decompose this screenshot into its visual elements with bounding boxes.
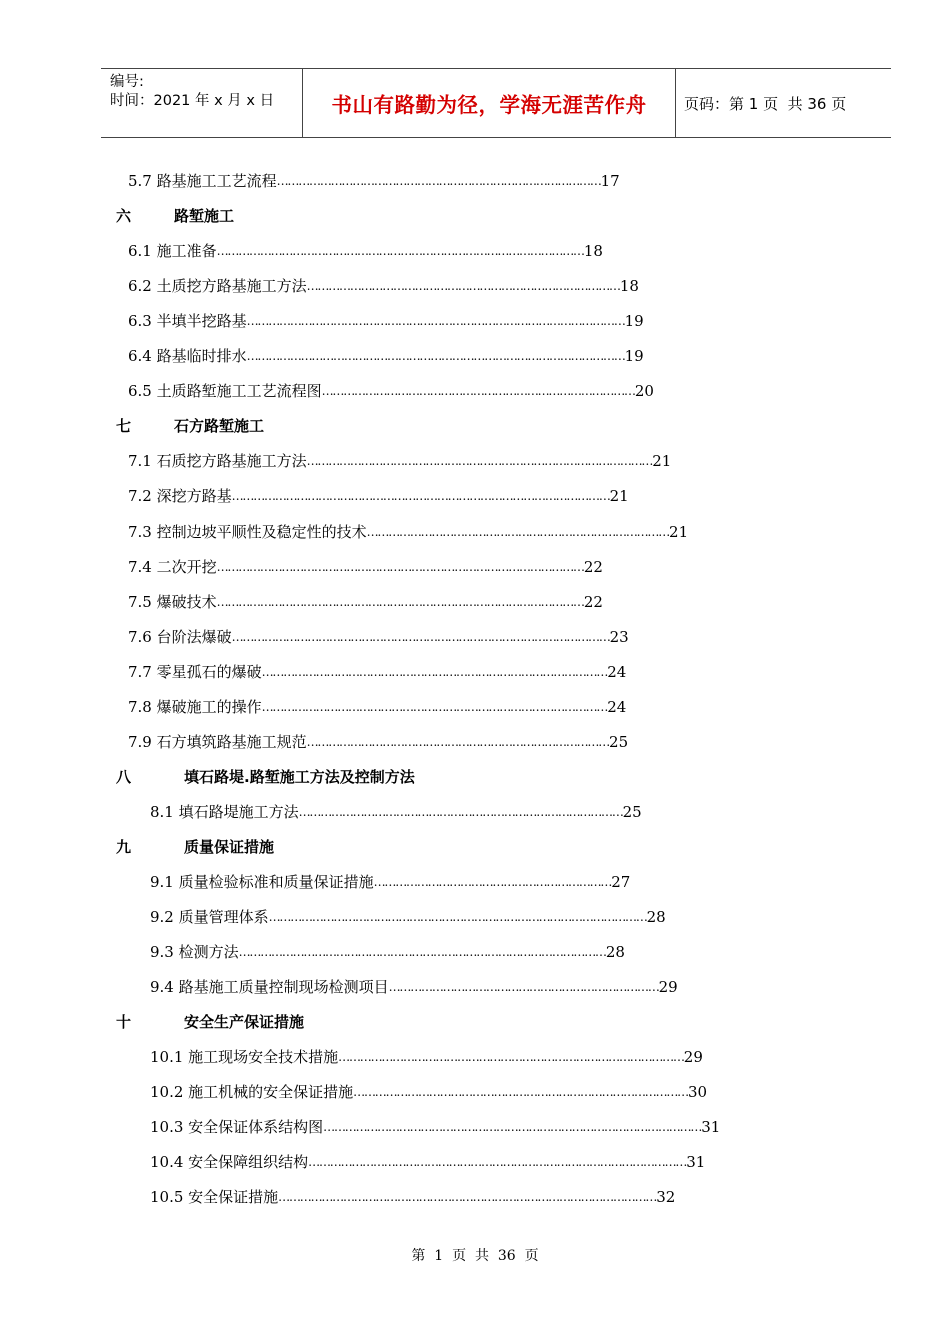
toc-entry[interactable] <box>128 346 644 366</box>
toc-entry[interactable] <box>150 942 625 962</box>
toc-entry[interactable] <box>128 171 620 191</box>
toc-entry[interactable] <box>128 697 626 717</box>
dot-leader: …………………………………………………………………………………………… <box>246 314 625 329</box>
toc-entry-title: 7.2 深挖方路基 <box>128 487 232 506</box>
toc-entry[interactable] <box>128 732 628 752</box>
motto-text: 书山有路勤为径，学海无涯苦作舟 <box>331 93 647 117</box>
toc-entry-title: 7.5 爆破技术 <box>128 592 217 611</box>
toc-page-number: 25 <box>622 802 642 821</box>
toc-entry-title: 7.4 二次开挖 <box>128 557 217 576</box>
dot-leader: …………………………………………………………………………………………… <box>323 1120 702 1135</box>
toc-page-number: 30 <box>687 1083 708 1102</box>
toc-page-number: 19 <box>624 312 644 331</box>
toc-entry-title: 10.1 施工现场安全技术措施 <box>150 1048 339 1067</box>
toc-entry-title: 7.9 石方填筑路基施工规范 <box>128 732 307 751</box>
dot-leader: …………………………………………………………………………………………… <box>278 1190 657 1205</box>
toc-entry[interactable] <box>150 802 642 822</box>
toc-page-number: 17 <box>600 172 620 190</box>
toc-entry[interactable] <box>128 662 626 682</box>
chapter-title: 质量保证措施 <box>184 837 275 856</box>
toc-page-number: 21 <box>652 452 672 471</box>
toc-page-number: 25 <box>609 732 629 751</box>
chapter-number: 九 <box>116 837 132 856</box>
toc-page-number: 29 <box>658 978 678 997</box>
date-label: 时间：2021 年 x 月 x 日 <box>110 93 275 109</box>
toc-entry[interactable] <box>128 451 671 471</box>
toc-entry[interactable] <box>150 872 630 892</box>
dot-leader: …………………………………………………………………………………………… <box>268 910 647 925</box>
dot-leader: ………………………………………………………………………………………… <box>238 945 606 960</box>
dot-leader: …………………………………………………………………………………………… <box>231 489 610 504</box>
toc-entry-title: 6.3 半填半挖路基 <box>128 312 247 331</box>
chapter-title: 安全生产保证措施 <box>184 1013 305 1032</box>
toc-entry-title: 7.1 石质挖方路基施工方法 <box>128 452 307 471</box>
toc-page-number: 22 <box>583 592 603 611</box>
dot-leader: ………………………………………………………………… <box>388 980 659 995</box>
header-page-cell <box>676 69 891 137</box>
toc-entry-title: 9.4 路基施工质量控制现场检测项目 <box>150 978 389 997</box>
toc-page-number: 18 <box>583 242 603 261</box>
toc-entry[interactable] <box>150 1187 675 1207</box>
toc-entry[interactable] <box>128 557 603 577</box>
dot-leader: ………………………………………………………… <box>373 875 612 889</box>
dot-leader: ………………………………………………………………………… <box>366 524 670 539</box>
toc-page-number: 21 <box>609 487 629 506</box>
serial-number-label: 编号: <box>110 74 144 90</box>
toc-entry-title: 7.3 控制边坡平顺性及稳定性的技术 <box>128 522 367 541</box>
toc-entry-title: 9.2 质量管理体系 <box>150 908 269 927</box>
toc-page-number: 28 <box>605 943 625 962</box>
dot-leader: …………………………………………………………………………………………… <box>246 349 625 364</box>
toc-page-number: 18 <box>619 277 639 296</box>
toc-entry[interactable] <box>128 592 603 612</box>
toc-chapter-heading <box>116 416 264 436</box>
toc-entry[interactable] <box>150 1117 720 1137</box>
toc-page-number: 28 <box>646 908 666 927</box>
toc-entry[interactable] <box>150 977 678 997</box>
dot-leader: …………………………………………………………………………………… <box>261 664 608 679</box>
toc-page-number: 24 <box>607 697 627 716</box>
chapter-number: 八 <box>116 767 132 786</box>
toc-page-number: 24 <box>607 662 627 681</box>
toc-entry-title: 10.2 施工机械的安全保证措施 <box>150 1083 354 1102</box>
header-motto-cell <box>302 69 676 137</box>
toc-page-number: 23 <box>609 627 629 646</box>
toc-entry-title: 10.3 安全保证体系结构图 <box>150 1118 324 1137</box>
toc-entry-title: 7.8 爆破施工的操作 <box>128 697 262 716</box>
dot-leader: ………………………………………………………………………………… <box>353 1085 688 1100</box>
dot-leader: …………………………………………………………………………………………… <box>231 629 610 644</box>
header-info-cell <box>101 69 302 137</box>
toc-page-number: 19 <box>624 347 644 366</box>
toc-chapter-heading <box>116 206 234 226</box>
toc-entry-title: 6.5 土质路堑施工工艺流程图 <box>128 382 322 401</box>
toc-entry[interactable] <box>150 1082 707 1102</box>
toc-page-number: 20 <box>634 382 654 401</box>
toc-entry-title: 9.1 质量检验标准和质量保证措施 <box>150 873 374 891</box>
toc-entry[interactable] <box>128 381 654 401</box>
footer-page-number: 第 1 页 共 36 页 <box>411 1248 539 1264</box>
toc-page-number: 31 <box>686 1153 706 1172</box>
toc-entry[interactable] <box>128 486 629 506</box>
toc-entry[interactable] <box>128 276 639 296</box>
toc-entry[interactable] <box>150 1152 705 1172</box>
toc-chapter-heading <box>116 837 274 857</box>
toc-page-number: 22 <box>583 557 603 576</box>
dot-leader: ……………………………………………………………………………… <box>276 174 601 188</box>
toc-chapter-heading <box>116 1012 304 1032</box>
toc-entry[interactable] <box>128 522 688 542</box>
dot-leader: ………………………………………………………………………… <box>306 734 610 749</box>
toc-entry[interactable] <box>128 311 644 331</box>
toc-entry[interactable] <box>128 241 603 261</box>
chapter-title: 路堑施工 <box>174 207 235 226</box>
toc-entry-title: 6.1 施工准备 <box>128 242 217 261</box>
chapter-title: 填石路堤.路堑施工方法及控制方法 <box>184 767 415 786</box>
toc-entry[interactable] <box>128 627 629 647</box>
toc-entry-title: 10.4 安全保障组织结构 <box>150 1153 309 1172</box>
dot-leader: …………………………………………………………………………………… <box>338 1050 684 1065</box>
page-footer <box>0 1245 950 1265</box>
toc-entry-title: 7.6 台阶法爆破 <box>128 627 232 646</box>
toc-entry-title: 5.7 路基施工工艺流程 <box>128 172 277 190</box>
toc-entry-title: 6.2 土质挖方路基施工方法 <box>128 277 307 296</box>
page-number-label: 页码：第 1 页 共 36 页 <box>684 94 847 113</box>
dot-leader: ……………………………………………………………………………… <box>298 804 623 819</box>
chapter-number: 六 <box>116 207 132 226</box>
toc-entry-title: 8.1 填石路堤施工方法 <box>150 802 299 821</box>
toc-entry[interactable] <box>150 907 666 927</box>
dot-leader: …………………………………………………………………………………… <box>261 699 608 714</box>
toc-entry-title: 10.5 安全保证措施 <box>150 1188 279 1207</box>
chapter-title: 石方路堑施工 <box>174 417 265 436</box>
document-header <box>101 68 891 138</box>
chapter-number: 十 <box>116 1013 132 1032</box>
toc-chapter-heading <box>116 767 415 787</box>
toc-page-number: 21 <box>669 522 689 541</box>
dot-leader: ………………………………………………………………………………………… <box>216 594 584 609</box>
dot-leader: ………………………………………………………………………………………… <box>216 559 584 574</box>
toc-entry-title: 9.3 检测方法 <box>150 943 239 962</box>
toc-entry-title: 6.4 路基临时排水 <box>128 347 247 366</box>
toc-entry[interactable] <box>150 1047 703 1067</box>
dot-leader: …………………………………………………………………………………… <box>306 454 653 469</box>
dot-leader: …………………………………………………………………………………………… <box>308 1155 687 1170</box>
toc-entry-title: 7.7 零星孤石的爆破 <box>128 662 262 681</box>
chapter-number: 七 <box>116 417 132 436</box>
toc-page-number: 27 <box>611 873 631 891</box>
toc-page-number: 32 <box>656 1188 676 1207</box>
toc-page-number: 29 <box>683 1048 703 1067</box>
dot-leader: …………………………………………………………………………… <box>306 279 620 294</box>
toc-page-number: 31 <box>701 1118 721 1137</box>
dot-leader: …………………………………………………………………………… <box>321 384 635 399</box>
dot-leader: ………………………………………………………………………………………… <box>216 244 584 259</box>
